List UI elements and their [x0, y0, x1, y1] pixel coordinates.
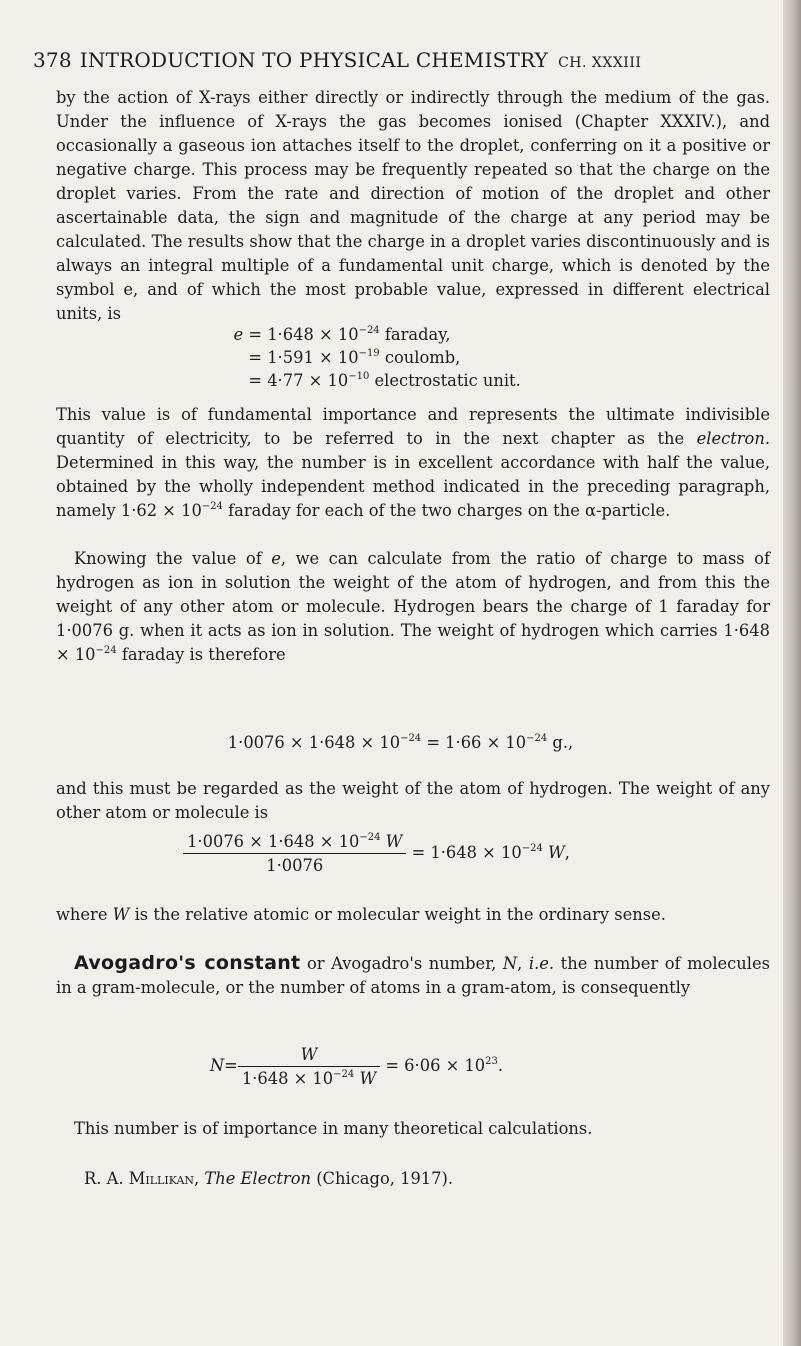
paragraph-7: This number is of importance in many theoretical calculations.	[74, 1119, 593, 1138]
equation-hydrogen-weight: $1\cdot 0076 \times 1\cdot 648 \times 10^{-24} = 1\cdot 66 \times 10^{-24}$ g.,	[227, 733, 574, 752]
charge-equations	[228, 323, 521, 392]
paragraph-3: Knowing the value of e, we can calculate from the ratio of charge to mass of hydrogen as ion in solution the weight of the atom of hydrogen, and from this the weight of any other atom or molecule. Hydrogen bears the charge of 1 faraday for 1·0076 g. when it acts as ion in solution. The weight of hydrogen which carries $1\cdot 648 \times 10^{-24}$ faraday is therefore	[56, 549, 770, 664]
electron-term: electron.	[696, 429, 770, 448]
avogadro-heading: Avogadro's constant	[74, 952, 301, 974]
equation-atom-weight: $\frac{1\cdot 0076 \times 1\cdot 648 \times 10^{-24} W}{1\cdot 0076}$ = $1\cdot 648 \times 10^{-24}$ W,	[0, 832, 777, 875]
paragraph-1	[56, 86, 770, 326]
reference-title: The Electron	[204, 1169, 312, 1188]
equation-faraday: $e = 1\cdot 648 \times 10^{-24}$ faraday,	[233, 325, 451, 344]
paragraph-4: and this must be regarded as the weight of the atom of hydrogen. The weight of any other atom or molecule is	[56, 779, 770, 822]
book-title: INTRODUCTION TO PHYSICAL CHEMISTRY	[79, 48, 549, 72]
equation-coulomb: = $1\cdot 591 \times 10^{-19}$ coulomb,	[248, 348, 461, 367]
paragraph-6: Avogadro's constant or Avogadro's number, N, i.e. the number of molecules in a gram-molecule, or the number of atoms in a gram-atom, is consequently	[56, 952, 770, 997]
reference-author: Millikan	[128, 1169, 195, 1188]
equation-electrostatic: = $4\cdot 77 \times 10^{-10}$ electrostatic unit.	[248, 371, 521, 390]
eq-lhs: e	[233, 325, 244, 344]
page-number: 378	[33, 48, 72, 72]
avogadro-fraction: $\frac{W}{1\cdot 648 \times 10^{-24} W}$	[238, 1045, 380, 1088]
chapter-label: CH. XXXIII	[558, 55, 642, 71]
paragraph-2: This value is of fundamental importance and represents the ultimate indivisible quantity of electricity, to be referred to in the next chapter as the electron. Determined in this way, the number is in excellent accordance with half the value, obtained by the wholly independent method indicated in the preceding paragraph, namely $1\cdot 62 \times 10^{-24}$ faraday for each of the two charges on the α-particle.	[56, 405, 770, 520]
fraction: $\frac{1\cdot 0076 \times 1\cdot 648 \times 10^{-24} W}{1\cdot 0076}$	[183, 832, 406, 875]
running-head	[33, 48, 773, 72]
reference: R. A. Millikan, The Electron (Chicago, 1917).	[84, 1169, 454, 1188]
equation-avogadro: N= $\frac{W}{1\cdot 648 \times 10^{-24} W}$ = $6\cdot 06 \times 10^{23}$.	[209, 1045, 504, 1088]
paragraph-5: where W is the relative atomic or molecular weight in the ordinary sense.	[56, 905, 666, 924]
paragraph-1-text: by the action of X-rays either directly or indirectly through the medium of the gas. Under the influence of X-rays the gas becomes ionised (Chapter XXXIV.), and occasionally a gaseous ion attaches itself to the droplet, conferring on it a positive or negative charge. This process may be frequently repeated so that the charge on the droplet varies. From the rate and direction of motion of the droplet and other ascertainable data, the sign and magnitude of the charge at any period may be calculated. The results show that the charge in a droplet varies discontinuously and is always an integral multiple of a fundamental unit charge, which is denoted by the symbol e, and of which the most probable value, expressed in different electrical units, is	[56, 88, 770, 323]
page-edge	[783, 0, 801, 1346]
